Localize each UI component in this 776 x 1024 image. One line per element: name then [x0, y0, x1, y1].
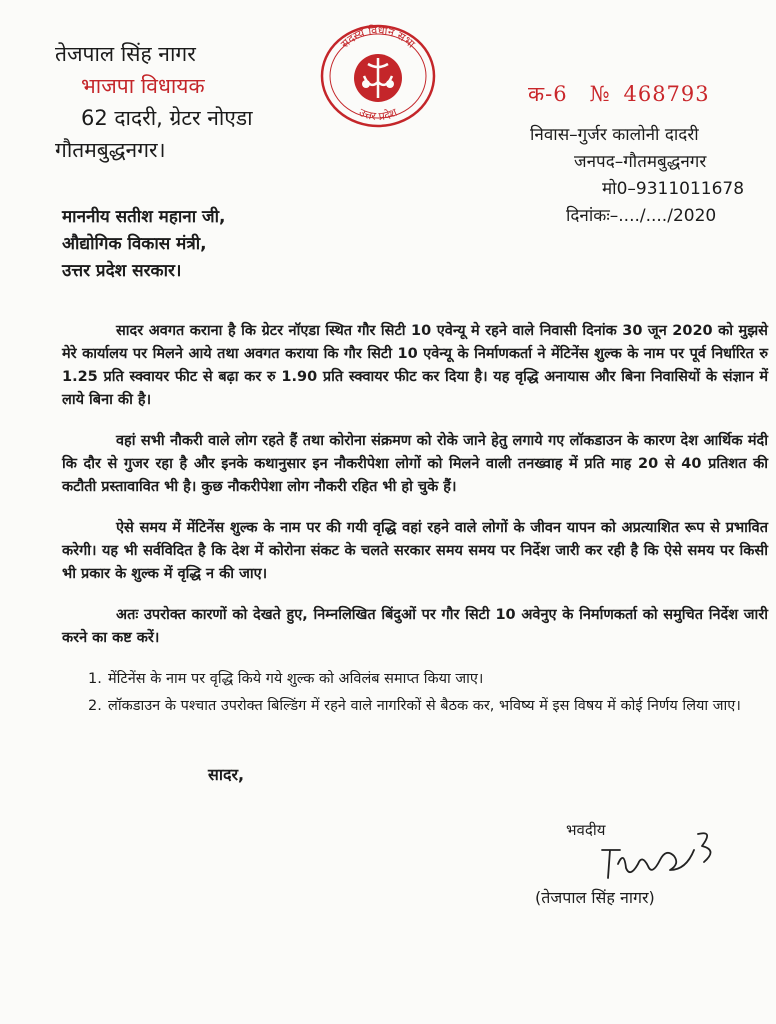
recipient-name: माननीय सतीश महाना जी, — [62, 207, 226, 227]
mobile-line: मो0–9311011678 — [602, 179, 745, 199]
sender-constituency: 62 दादरी, ग्रेटर नोएडा — [81, 106, 253, 130]
svg-text:उत्तर प्रदेश — [357, 106, 400, 124]
reference-label: क-6 — [528, 82, 568, 106]
recipient-block — [62, 204, 226, 285]
paragraph-1: सादर अवगत कराना है कि ग्रेटर नॉएडा स्थित गौर सिटी 10 एवेन्यू मे रहने वाले निवासी दिनांक 30 जून 2020 को मुझसे मेरे कार्यालय पर मिलने आये तथा अवगत कराया कि गौर सिटी 10 एवेन्यू के निर्माणकर्ता ने मेंटिनेंस शुल्क के नाम पर पूर्व निर्धारित रु 1.25 प्रति स्क्वायर फीट से बढ़ा कर रु 1.90 प्रति स्क्वायर फीट कर दिया है। यह वृद्धि अनायास और बिना निवासियों के संज्ञान में लाये बिना की है। — [62, 323, 768, 408]
sender-name: तेजपाल सिंह नागर — [55, 42, 196, 66]
yours-faithfully: भवदीय — [566, 821, 606, 839]
vidhan-sabha-emblem — [318, 20, 438, 128]
sender-party: भाजपा विधायक — [81, 74, 205, 98]
letter-body — [62, 320, 768, 722]
signer-name: (तेजपाल सिंह नागर) — [535, 888, 655, 907]
sender-district: गौतमबुद्धनगर। — [55, 138, 166, 162]
district-line: जनपद–गौतमबुद्धनगर — [574, 152, 707, 172]
svg-text:सदस्य विधान सभा — [338, 24, 417, 51]
reference-number — [528, 80, 710, 108]
point-number: 1. — [88, 671, 102, 687]
address-block — [530, 122, 760, 230]
paragraph-2: वहां सभी नौकरी वाले लोग रहते हैं तथा कोरोना संक्रमण को रोके जाने हेतु लगाये गए लॉकडाउन के कारण देश आर्थिक मंदी कि दौर से गुजर रहा है और इनके कथानुसार इन नौकरीपेशा लोगों को मिलने वाली तनख्वाह में प्रति माह 20 से 40 प्रतिशत की कटौती प्रस्तावावित भी है। कुछ नौकरीपेशा लोग नौकरी रहित भी हो चुके हैं। — [62, 433, 768, 495]
recipient-government: उत्तर प्रदेश सरकार। — [62, 261, 182, 281]
point-number: 2. — [88, 698, 102, 714]
date-line: दिनांकः–..../..../2020 — [566, 206, 717, 226]
recipient-designation: औद्योगिक विकास मंत्री, — [62, 234, 207, 254]
request-points — [88, 668, 768, 718]
list-item — [88, 668, 768, 691]
handwritten-signature — [590, 820, 730, 890]
serial-number: 468793 — [623, 82, 710, 106]
sender-block — [55, 38, 253, 166]
point-text: मेंटिनेंस के नाम पर वृद्धि किये गये शुल्क को अविलंब समाप्त किया जाए। — [108, 671, 484, 687]
salutation: सादर, — [208, 765, 245, 784]
emblem-bottom-text: उत्तर प्रदेश — [356, 105, 400, 124]
point-text: लॉकडाउन के पश्चात उपरोक्त बिल्डिंग में रहने वाले नागरिकों से बैठक कर, भविष्य में इस विषय में कोई निर्णय लिया जाए। — [108, 698, 741, 714]
paragraph-3: ऐसे समय में मेंटिनेंस शुल्क के नाम पर की गयी वृद्धि वहां रहने वाले लोगों के जीवन यापन को अप्रत्याशित रूप से प्रभावित करेगी। यह भी सर्वविदित है कि देश में कोरोना संकट के चलते सरकार समय समय पर निर्देश जारी कर रही है कि ऐसे समय पर किसी भी प्रकार के शुल्क में वृद्धि न की जाए। — [62, 520, 768, 582]
emblem-top-text: सदस्य विधान सभा — [338, 23, 418, 51]
number-sign: № — [589, 82, 610, 106]
paragraph-4: अतः उपरोक्त कारणों को देखते हुए, निम्नलिखित बिंदुओं पर गौर सिटी 10 अवेनुए के निर्माणकर्ता को समुचित निर्देश जारी करने का कष्ट करें। — [62, 607, 768, 646]
residence-line: निवास–गुर्जर कालोनी दादरी — [530, 125, 699, 145]
list-item — [88, 695, 768, 718]
